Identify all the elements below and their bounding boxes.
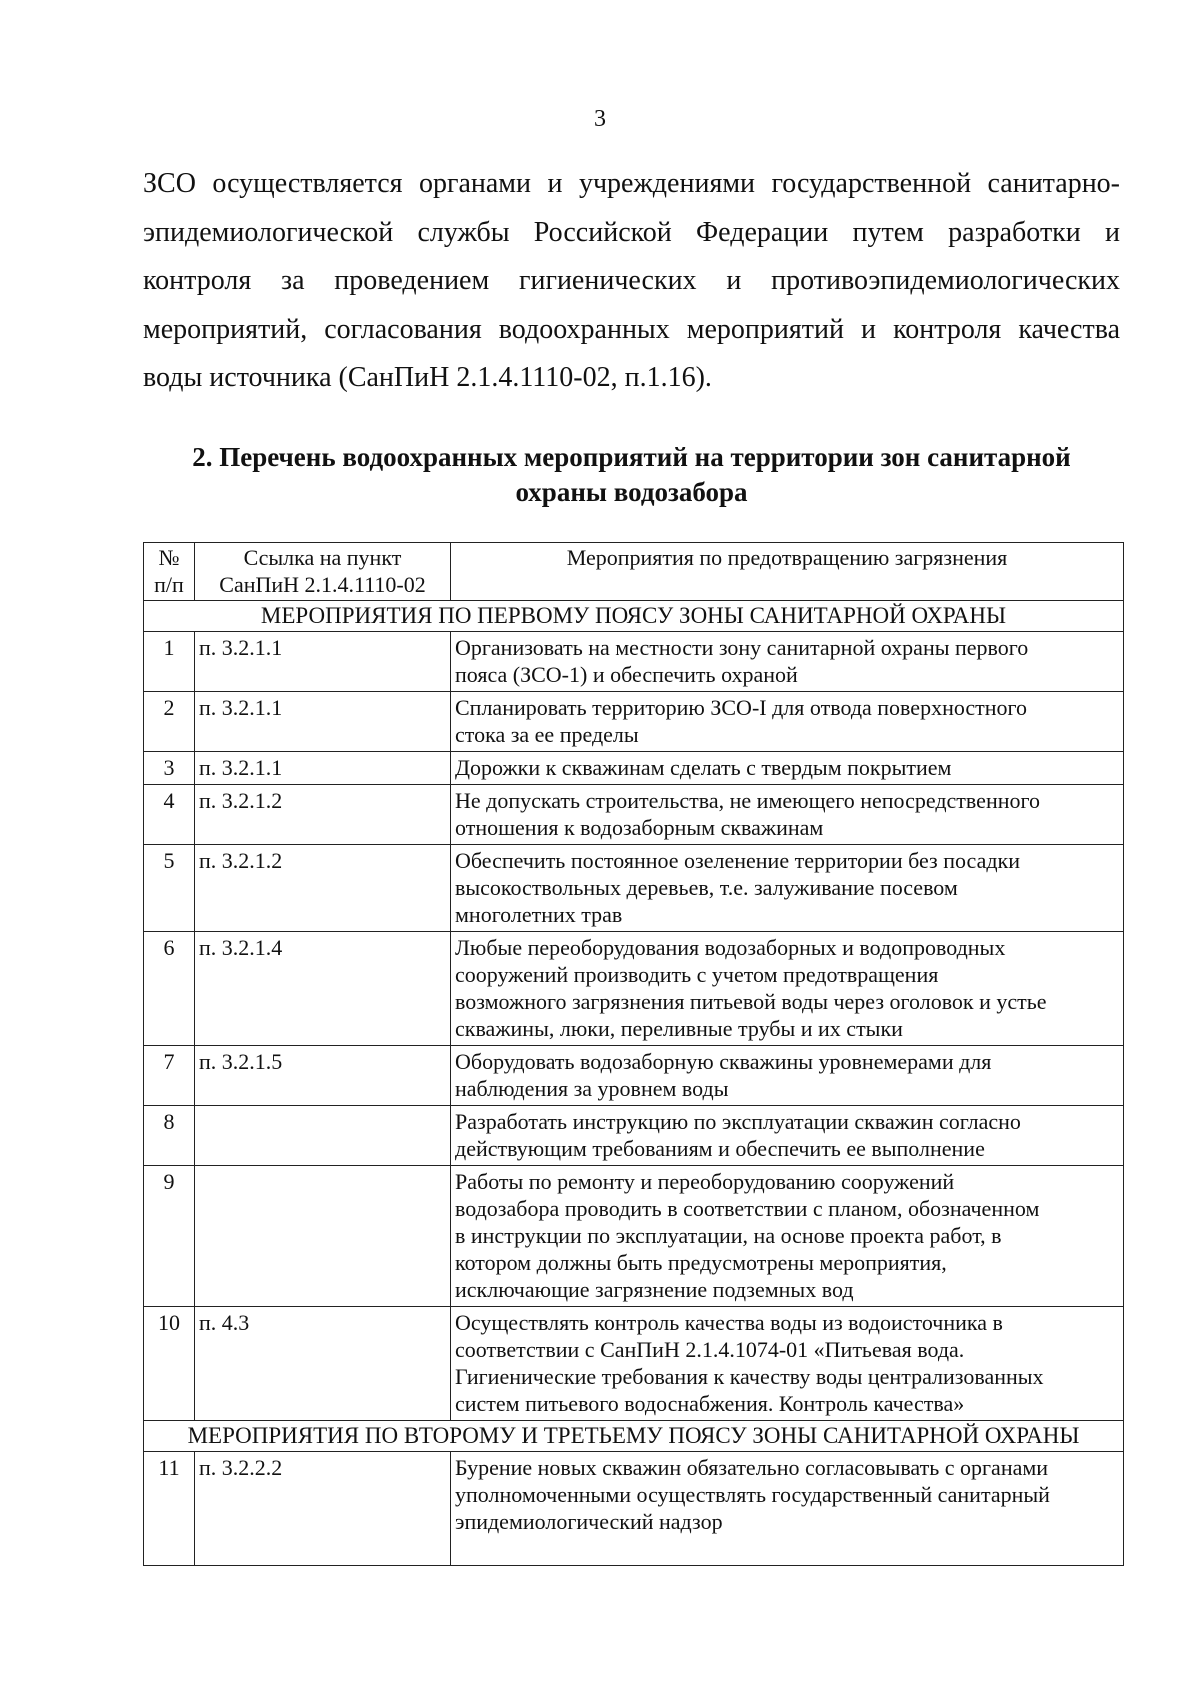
measure-line: многолетних трав (455, 902, 623, 927)
measure-line: Разработать инструкцию по эксплуатации скважин согласно (455, 1109, 1021, 1134)
table-row (144, 1307, 1124, 1421)
row-number: 1 (144, 632, 195, 692)
measure-line: Оборудовать водозаборную скважины уровнемерами для (455, 1049, 992, 1074)
row-measure (451, 1307, 1124, 1421)
row-number: 2 (144, 692, 195, 752)
row-measure (451, 752, 1124, 785)
row-number: 10 (144, 1307, 195, 1421)
row-number: 8 (144, 1106, 195, 1166)
row-reference: п. 3.2.1.2 (195, 845, 451, 932)
row-number: 6 (144, 932, 195, 1046)
measure-line: отношения к водозаборным скважинам (455, 815, 824, 840)
measure-line: Дорожки к скважинам сделать с твердым покрытием (455, 755, 952, 780)
row-measure (451, 1046, 1124, 1106)
row-reference: п. 3.2.1.5 (195, 1046, 451, 1106)
table-row (144, 1106, 1124, 1166)
header-number-line1: № (158, 545, 180, 570)
row-measure (451, 932, 1124, 1046)
measure-line: Любые переоборудования водозаборных и водопроводных (455, 935, 1006, 960)
table-row (144, 1046, 1124, 1106)
table-row (144, 692, 1124, 752)
measure-line: котором должны быть предусмотрены мероприятия, (455, 1250, 947, 1275)
row-reference: п. 3.2.1.4 (195, 932, 451, 1046)
row-number: 7 (144, 1046, 195, 1106)
measure-line: наблюдения за уровнем воды (455, 1076, 729, 1101)
intro-paragraph (143, 160, 1120, 403)
row-measure (451, 785, 1124, 845)
page-number: 3 (594, 106, 606, 132)
measure-line: действующим требованиям и обеспечить ее выполнение (455, 1136, 985, 1161)
measure-line: скважины, люки, переливные трубы и их стыки (455, 1016, 903, 1041)
measure-line: пояса (ЗСО-1) и обеспечить охраной (455, 662, 798, 687)
measure-line: Бурение новых скважин обязательно согласовывать с органами (455, 1455, 1049, 1480)
row-reference: п. 3.2.1.1 (195, 692, 451, 752)
row-measure (451, 845, 1124, 932)
measure-line: исключающие загрязнение подземных вод (455, 1277, 854, 1302)
measure-line: уполномоченными осуществлять государственный санитарный (455, 1482, 1050, 1507)
table-header-row (144, 543, 1124, 601)
table-row (144, 932, 1124, 1046)
row-measure (451, 692, 1124, 752)
section-row-first-belt (144, 601, 1124, 632)
measures-table (143, 542, 1124, 1566)
header-measures: Мероприятия по предотвращению загрязнения (451, 543, 1124, 601)
measure-line: Спланировать территорию ЗСО-I для отвода поверхностного (455, 695, 1028, 720)
measure-line: эпидемиологический надзор (455, 1509, 723, 1534)
intro-line: ЗСО осуществляется органами и учреждениями государственной санитарно- (143, 168, 1120, 199)
table-row (144, 1166, 1124, 1307)
table-row (144, 785, 1124, 845)
section-heading (143, 440, 1120, 510)
header-number (144, 543, 195, 601)
row-reference: п. 4.3 (195, 1307, 451, 1421)
measure-line: Осуществлять контроль качества воды из водоисточника в (455, 1310, 1003, 1335)
row-reference (195, 1106, 451, 1166)
row-number: 11 (144, 1452, 195, 1566)
measure-line: соответствии с СанПиН 2.1.4.1074-01 «Питьевая вода. (455, 1337, 965, 1362)
row-reference: п. 3.2.1.1 (195, 632, 451, 692)
row-number: 3 (144, 752, 195, 785)
header-reference-line2: СанПиН 2.1.4.1110-02 (219, 572, 426, 597)
row-reference: п. 3.2.1.2 (195, 785, 451, 845)
row-reference: п. 3.2.1.1 (195, 752, 451, 785)
row-number: 9 (144, 1166, 195, 1307)
measure-line: в инструкции по эксплуатации, на основе проекта работ, в (455, 1223, 1002, 1248)
measure-line: Обеспечить постоянное озеленение территории без посадки (455, 848, 1021, 873)
measure-line: высокоствольных деревьев, т.е. залуживание посевом (455, 875, 958, 900)
row-measure (451, 1166, 1124, 1307)
table-row (144, 845, 1124, 932)
section-title: МЕРОПРИЯТИЯ ПО ВТОРОМУ И ТРЕТЬЕМУ ПОЯСУ ЗОНЫ САНИТАРНОЙ ОХРАНЫ (144, 1421, 1124, 1452)
measure-line: Гигиенические требования к качеству воды централизованных (455, 1364, 1044, 1389)
intro-line: мероприятий, согласования водоохранных мероприятий и контроля качества (143, 313, 1120, 345)
measure-line: Организовать на местности зону санитарной охраны первого (455, 635, 1029, 660)
measure-line: Не допускать строительства, не имеющего непосредственного (455, 788, 1040, 813)
intro-line: воды источника (СанПиН 2.1.4.1110-02, п.1.16). (143, 362, 712, 393)
measure-line: стока за ее пределы (455, 722, 639, 747)
measure-line: возможного загрязнения питьевой воды через оголовок и устье (455, 989, 1047, 1014)
row-reference: п. 3.2.2.2 (195, 1452, 451, 1566)
row-measure (451, 1106, 1124, 1166)
row-measure (451, 632, 1124, 692)
measure-line: водозабора проводить в соответствии с планом, обозначенном (455, 1196, 1040, 1221)
intro-line: контроля за проведением гигиенических и противоэпидемиологических (143, 265, 1120, 296)
row-reference (195, 1166, 451, 1307)
measure-line: систем питьевого водоснабжения. Контроль качества» (455, 1391, 965, 1416)
header-number-line2: п/п (154, 572, 184, 597)
table-row (144, 752, 1124, 785)
header-reference-line1: Ссылка на пункт (243, 545, 402, 570)
intro-line: эпидемиологической службы Российской Федерации путем разработки и (143, 216, 1120, 248)
table-row (144, 1452, 1124, 1566)
heading-line-2: охраны водозабора (515, 477, 748, 507)
row-measure (451, 1452, 1124, 1566)
header-reference (195, 543, 451, 601)
row-number: 4 (144, 785, 195, 845)
measure-line: Работы по ремонту и переоборудованию сооружений (455, 1169, 955, 1194)
row-number: 5 (144, 845, 195, 932)
section-title: МЕРОПРИЯТИЯ ПО ПЕРВОМУ ПОЯСУ ЗОНЫ САНИТАРНОЙ ОХРАНЫ (144, 601, 1124, 632)
heading-line-1: 2. Перечень водоохранных мероприятий на территории зон санитарной (192, 442, 1071, 472)
measure-line: сооружений производить с учетом предотвращения (455, 962, 939, 987)
table-row (144, 632, 1124, 692)
section-row-second-third-belt (144, 1421, 1124, 1452)
